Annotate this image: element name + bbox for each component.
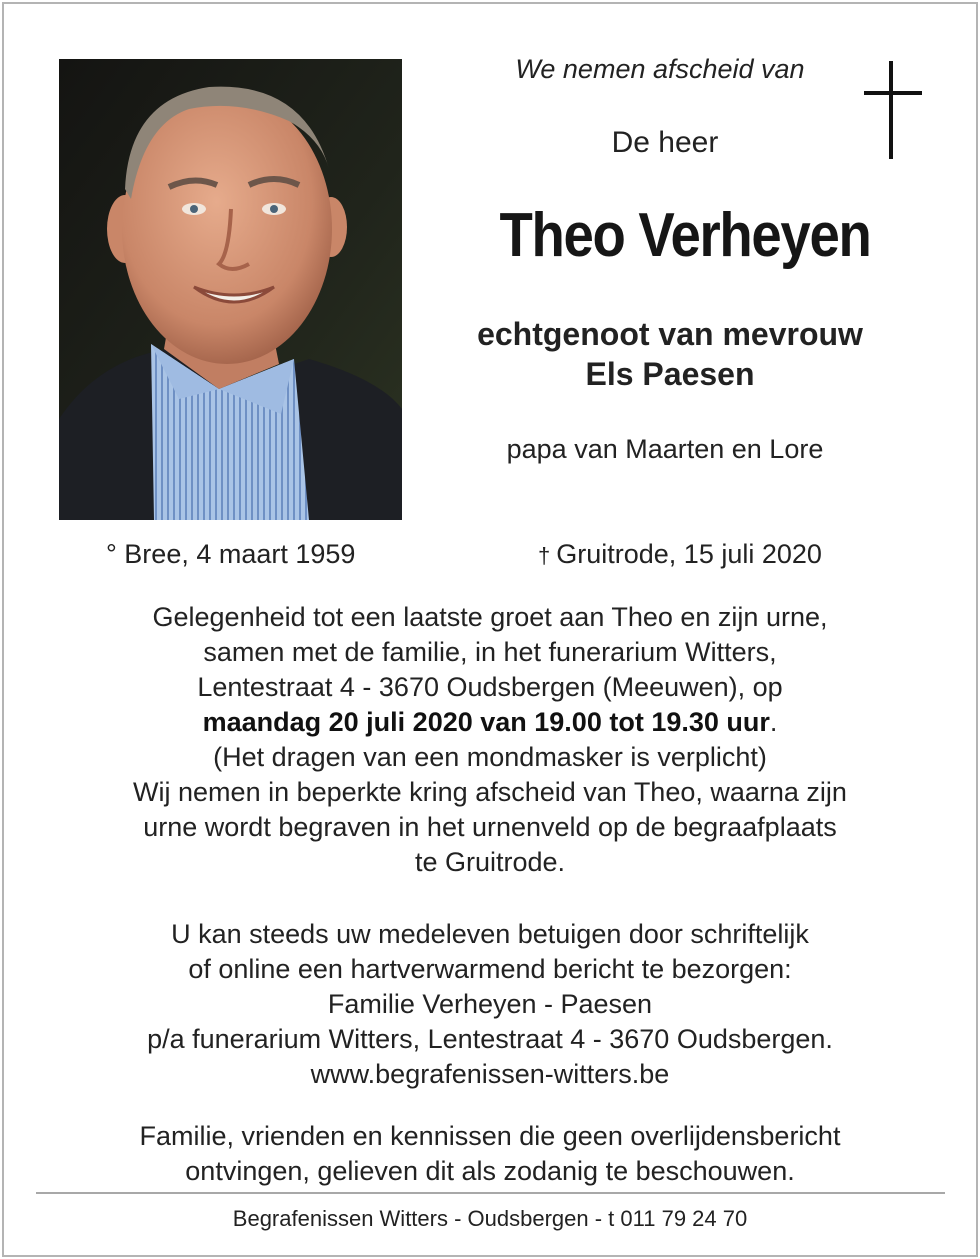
text-line: ontvingen, gelieven dit als zodanig te beschouwen. [185,1156,795,1186]
text-line: p/a funerarium Witters, Lentestraat 4 - 3670 Oudsbergen. [147,1024,833,1054]
text-line: urne wordt begraven in het urnenveld op de begraafplaats [143,812,837,842]
text-line: Familie, vrienden en kennissen die geen overlijdensbericht [139,1121,841,1151]
text-line: (Het dragen van een mondmasker is verplicht) [213,742,767,772]
text-line: Wij nemen in beperkte kring afscheid van Theo, waarna zijn [133,777,847,807]
visitation-date: maandag 20 juli 2020 van 19.00 tot 19.30 uur [202,707,770,737]
birth-info: ° Bree, 4 maart 1959 [106,539,356,569]
text-line: of online een hartverwarmend bericht te bezorgen: [188,954,792,984]
footer-divider [36,1192,945,1194]
text-line: Lentestraat 4 - 3670 Oudsbergen (Meeuwen), op [197,672,783,702]
death-info [538,539,822,570]
portrait-photo [59,59,402,520]
spouse-line: echtgenoot van mevrouw [477,316,863,352]
notice-paragraph [40,1119,940,1189]
text-line: te Gruitrode. [414,847,566,877]
honorific: De heer [611,126,719,159]
dagger-icon: † [538,543,551,568]
text-line: U kan steeds uw medeleven betuigen door schriftelijk [171,919,809,949]
death-text: Gruitrode, 15 juli 2020 [556,539,822,569]
text-line: samen met de familie, in het funerarium Witters, [203,637,777,667]
text-line: Gelegenheid tot een laatste groet aan Theo en zijn urne, [152,602,828,632]
spouse-name: Els Paesen [585,356,755,392]
spouse-info [440,314,900,394]
children-info: papa van Maarten en Lore [506,434,824,464]
deceased-name: Theo Verheyen [499,201,871,270]
footer-text: Begrafenissen Witters - Oudsbergen - t 011 79 24 70 [232,1206,748,1231]
visitation-paragraph [40,600,940,880]
condolence-paragraph [40,917,940,1092]
intro-text: We nemen afscheid van [515,54,805,84]
website-link[interactable]: www.begrafenissen-witters.be [310,1059,670,1089]
visitation-date-line: maandag 20 juli 2020 van 19.00 tot 19.30 uur. [202,707,778,737]
text-line: Familie Verheyen - Paesen [327,989,653,1019]
